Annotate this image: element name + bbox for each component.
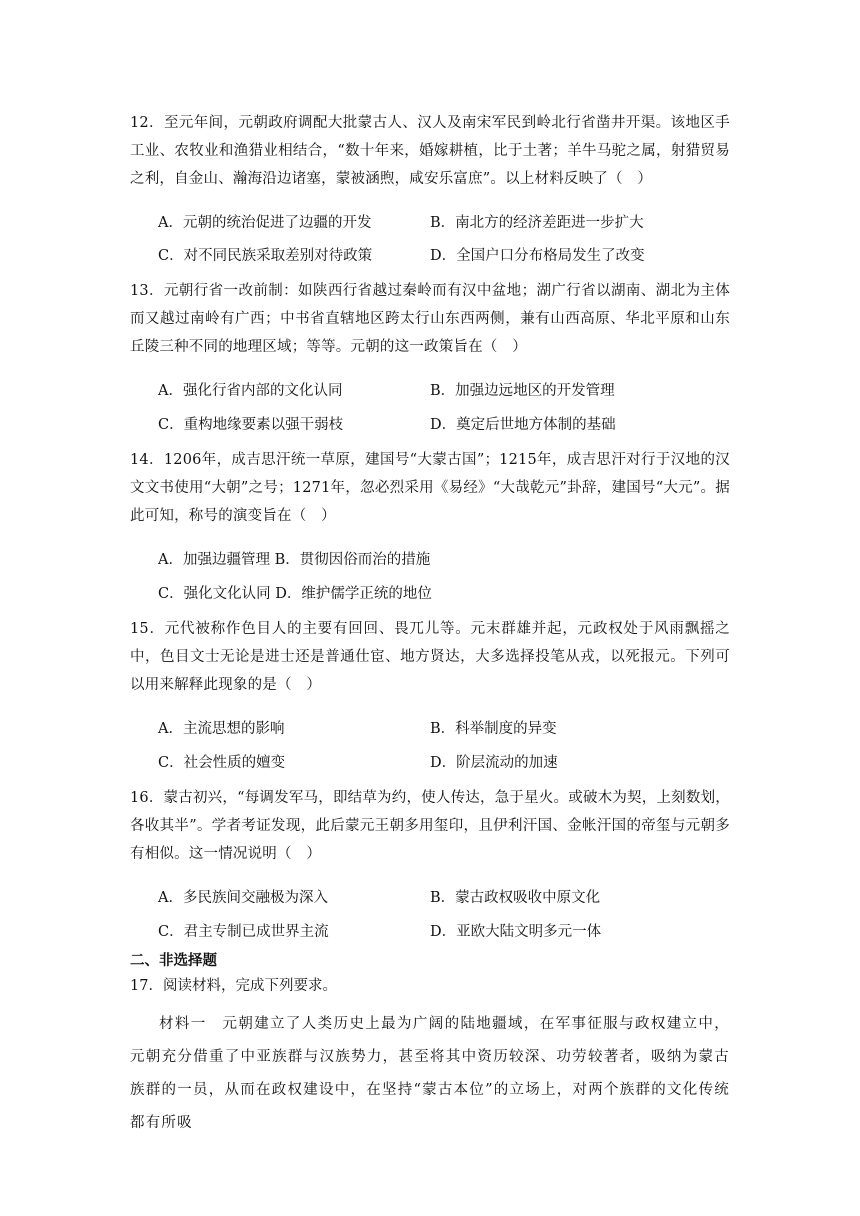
option-a[interactable]: A．主流思想的影响: [158, 721, 285, 737]
question-stem: 16．蒙古初兴，“每调发军马，即结草为约，使人传达，急于星火。或破木为契，上刻数划，各收其半”。学者考证发现，此后蒙元王朝多用玺印，且伊利汗国、金帐汗国的帝玺与元朝多有相似。这一情况说明（ ）: [130, 790, 730, 862]
option-c[interactable]: C．君主专制已成世界主流: [158, 924, 329, 940]
material-1: 材料一 元朝建立了人类历史上最为广阔的陆地疆域，在军事征服与政权建立中，元朝充分借重了中亚族群与汉族势力，甚至将其中资历较深、功劳较著者，吸纳为蒙古族群的一员，从而在政权建设中，在坚持“蒙古本位”的立场上，对两个族群的文化传统都有所吸: [130, 1016, 730, 1131]
option-d[interactable]: D．阶层流动的加速: [430, 755, 558, 771]
option-d[interactable]: D．全国户口分布格局发生了改变: [430, 248, 645, 264]
option-b[interactable]: B．科举制度的异变: [430, 721, 557, 737]
option-b[interactable]: B．贯彻因俗而治的措施: [274, 552, 431, 568]
option-d[interactable]: D．奠定后世地方体制的基础: [430, 417, 616, 433]
options-row: [158, 583, 738, 605]
question-stem: 12．至元年间，元朝政府调配大批蒙古人、汉人及南宋军民到岭北行省凿井开渠。该地区手工业、农牧业和渔猎业相结合，“数十年来，婚嫁耕植，比于土著；羊牛马驼之属，射猎贸易之利，自金山、瀚海沿边诸塞，蒙被涵煦，咸安乐富庶”。以上材料反映了（ ）: [130, 115, 730, 187]
section-title: 二、非选择题: [130, 952, 217, 969]
option-b[interactable]: B．加强边远地区的开发管理: [430, 383, 615, 399]
question-12: [130, 109, 730, 193]
question-stem: 14．1206年，成吉思汗统一草原，建国号“大蒙古国”；1215年，成吉思汗对行于汉地的汉文文书使用“大朝”之号；1271年，忽必烈采用《易经》“大哉乾元”卦辞，建国号“大元”。据此可知，称号的演变旨在（ ）: [130, 452, 730, 524]
question-17-instruction: 17．阅读材料，完成下列要求。: [130, 978, 337, 994]
question-14: [130, 446, 730, 530]
question-stem: 15．元代被称作色目人的主要有回回、畏兀儿等。元末群雄并起，元政权处于风雨飘摇之中，色目文士无论是进士还是普通仕宦、地方贤达，大多选择投笔从戎，以死报元。下列可以用来解释此现象的是（ ）: [130, 621, 730, 693]
option-c[interactable]: C．社会性质的嬗变: [158, 755, 286, 771]
question-15: [130, 615, 730, 699]
option-d[interactable]: D．维护儒学正统的地位: [275, 586, 432, 602]
option-a[interactable]: A．多民族间交融极为深入: [158, 890, 328, 906]
option-b[interactable]: B．蒙古政权吸收中原文化: [430, 890, 601, 906]
option-b[interactable]: B．南北方的经济差距进一步扩大: [430, 215, 644, 231]
option-c[interactable]: C．强化文化认同: [158, 586, 271, 602]
option-a[interactable]: A．加强边疆管理: [158, 552, 270, 568]
option-d[interactable]: D．亚欧大陆文明多元一体: [430, 924, 602, 940]
option-a[interactable]: A．元朝的统治促进了边疆的开发: [158, 215, 372, 231]
option-c[interactable]: C．重构地缘要素以强干弱枝: [158, 417, 344, 433]
option-c[interactable]: C．对不同民族采取差别对待政策: [158, 248, 373, 264]
question-stem: 13．元朝行省一改前制：如陕西行省越过秦岭而有汉中盆地；湖广行省以湖南、湖北为主体而又越过南岭有广西；中书省直辖地区跨太行山东西两侧，兼有山西高原、华北平原和山东丘陵三种不同的地理区域；等等。元朝的这一政策旨在（ ）: [130, 283, 730, 355]
option-a[interactable]: A．强化行省内部的文化认同: [158, 383, 343, 399]
options-row: [158, 549, 738, 571]
question-13: [130, 277, 730, 361]
question-16: [130, 784, 730, 868]
